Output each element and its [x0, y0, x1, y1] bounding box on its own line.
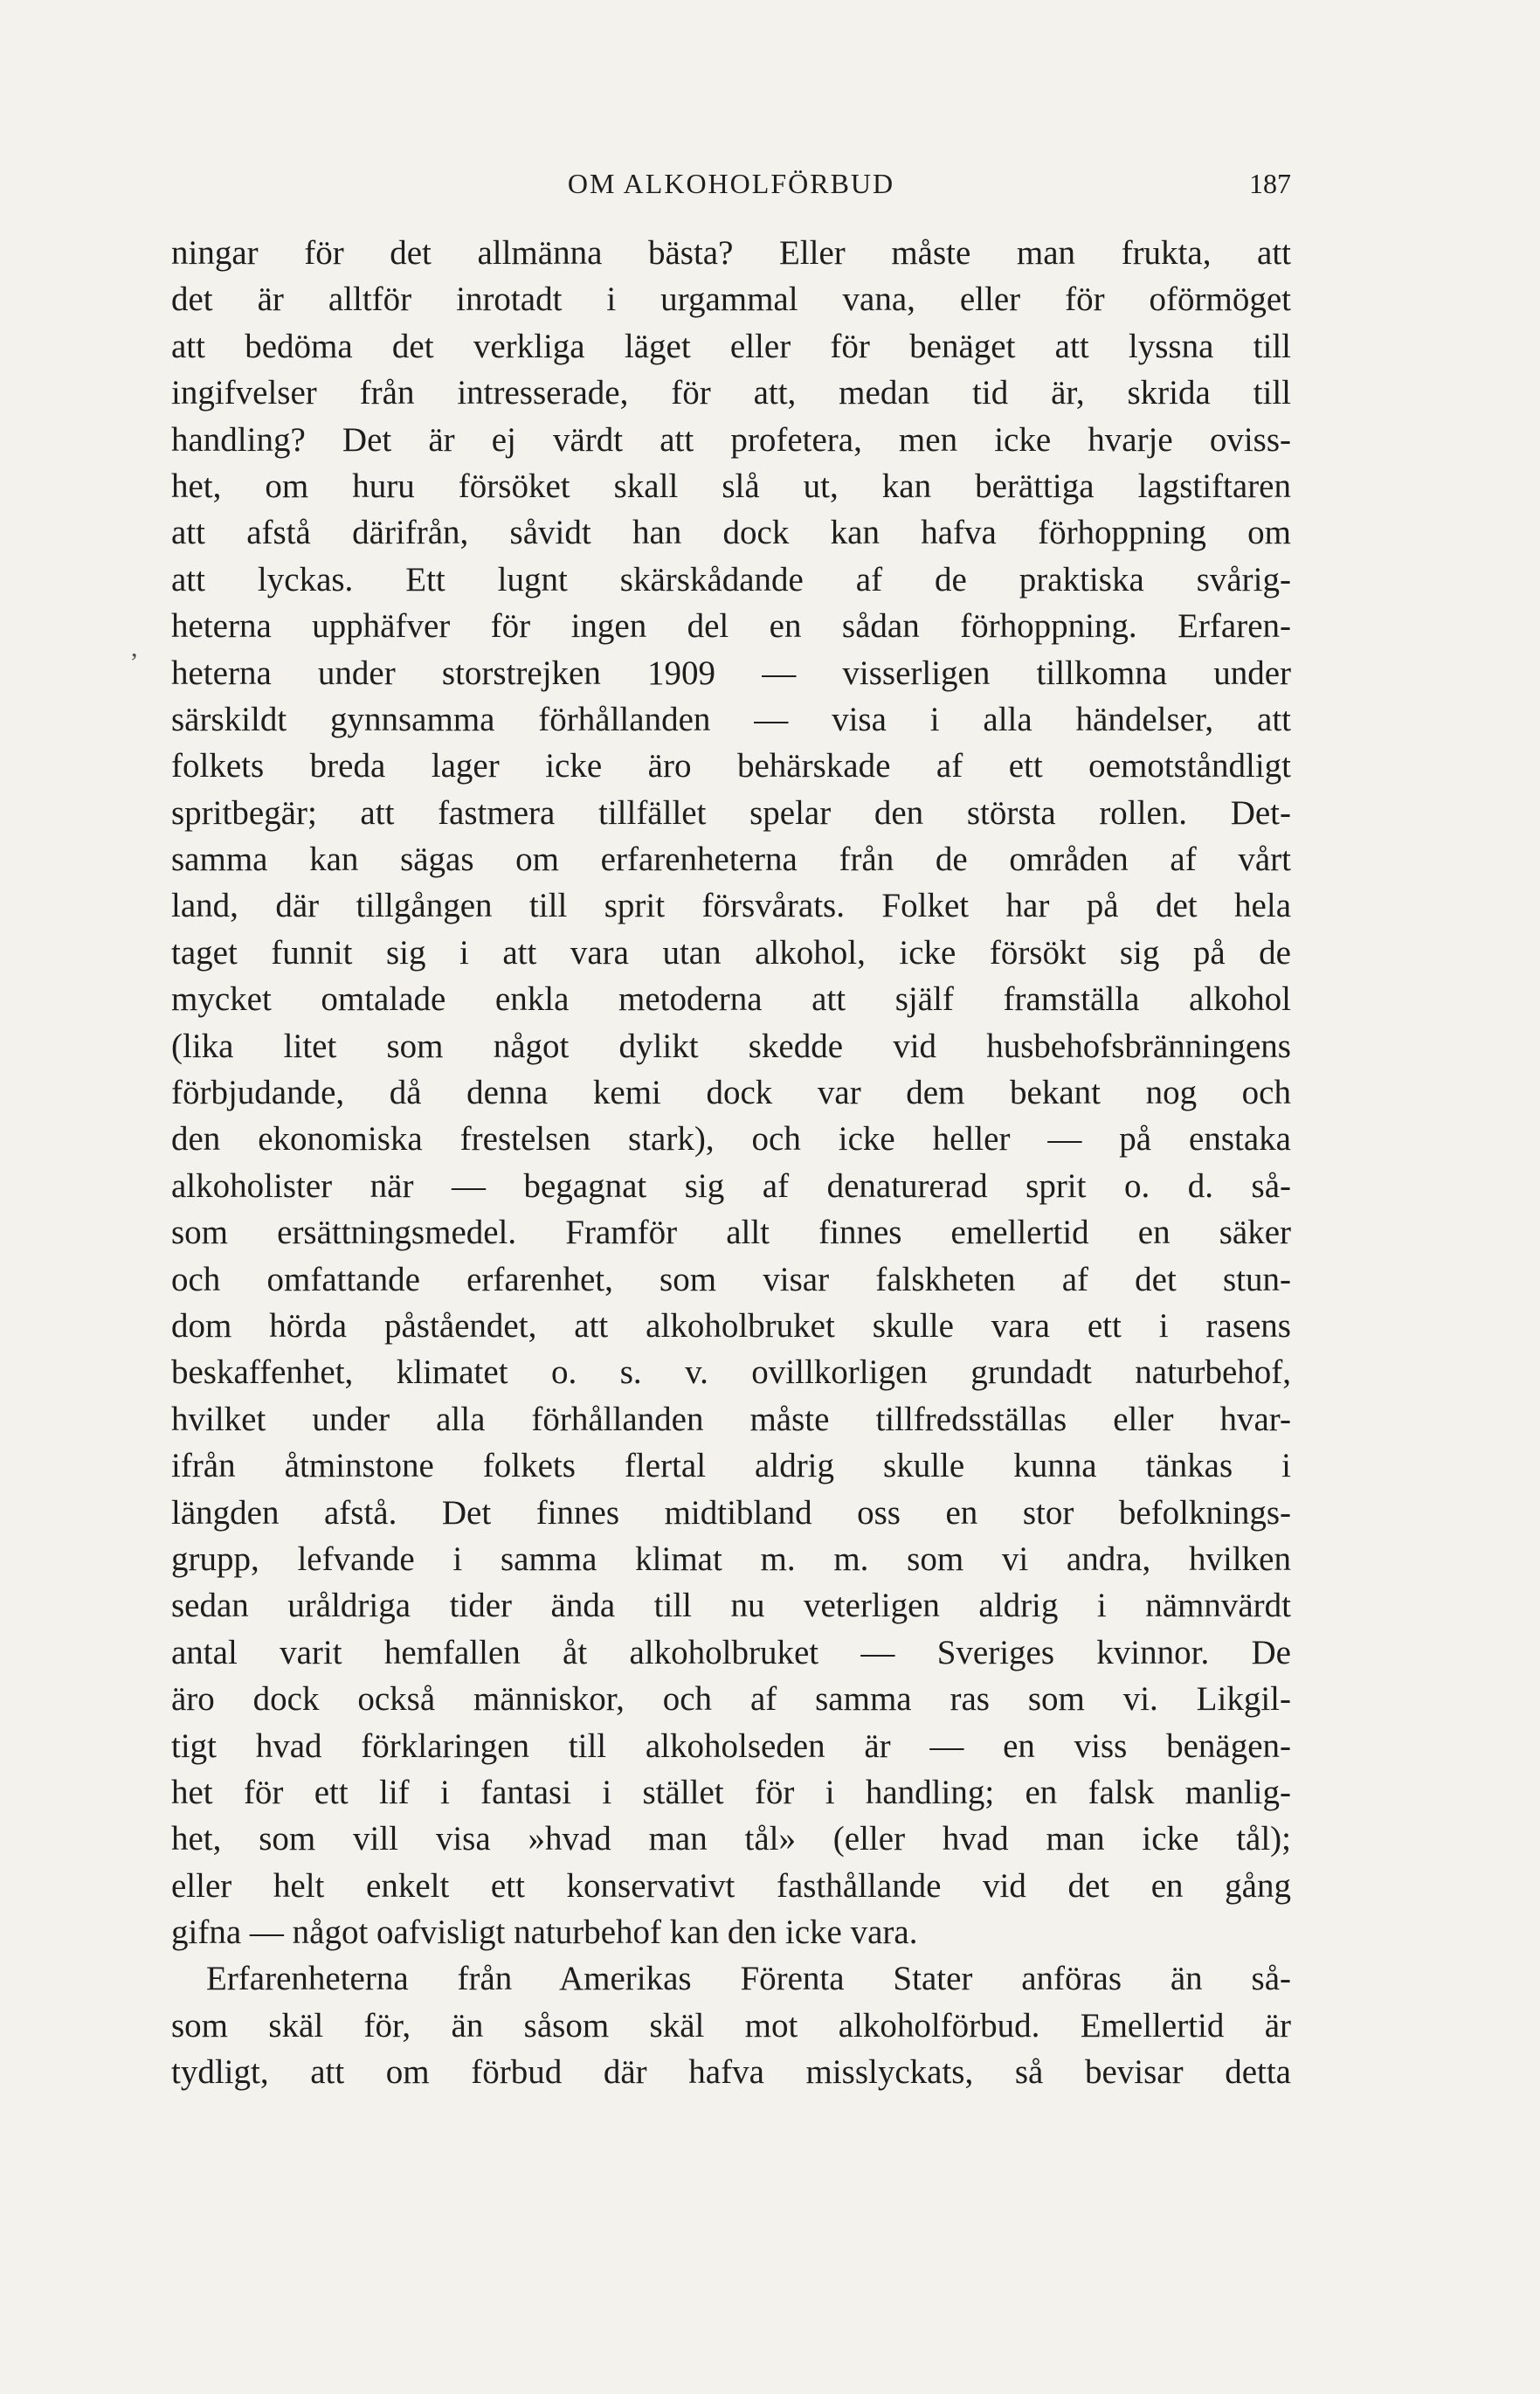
text-line: som ersättningsmedel. Framför allt finnes emellertid en säker [171, 1214, 1291, 1252]
text-line: gifna — något oafvisligt naturbehof kan den icke vara. [171, 1913, 918, 1952]
text-line: het, som vill visa »hvad man tål» (eller hvad man icke tål); [171, 1820, 1291, 1858]
text-line: (lika litet som något dylikt skedde vid husbehofsbränningens [171, 1027, 1291, 1065]
text-line: het för ett lif i fantasi i stället för i handling; en falsk manlig- [171, 1773, 1291, 1811]
text-line: land, där tillgången till sprit försvårats. Folket har på det hela [171, 887, 1291, 925]
text-line: äro dock också människor, och af samma ras som vi. Likgil- [171, 1680, 1291, 1719]
text-line: spritbegär; att fastmera tillfället spelar den största rollen. Det- [171, 793, 1291, 832]
text-line: ifrån åtminstone folkets flertal aldrig skulle kunna tänkas i [171, 1447, 1291, 1485]
text-line: den ekonomiska frestelsen stark), och icke heller — på enstaka [171, 1120, 1291, 1159]
text-line: ningar för det allmänna bästa? Eller måste man frukta, att [171, 234, 1291, 272]
text-line: mycket omtalade enkla metoderna att själf framställa alkohol [171, 980, 1291, 1019]
text-line: Erfarenheterna från Amerikas Förenta Stater anföras än så- [206, 1960, 1291, 1998]
text-line: grupp, lefvande i samma klimat m. m. som vi andra, hvilken [171, 1539, 1291, 1578]
text-line: särskildt gynnsamma förhållanden — visa i alla händelser, att [171, 700, 1291, 738]
text-line: folkets breda lager icke äro behärskade af ett oemotståndligt [171, 747, 1291, 785]
text-line: samma kan sägas om erfarenheterna från de områden af vårt [171, 841, 1291, 879]
text-line: och omfattande erfarenhet, som visar falskheten af det stun- [171, 1260, 1291, 1298]
text-line: ingifvelser från intresserade, för att, medan tid är, skrida till [171, 374, 1291, 412]
running-head [171, 164, 1291, 203]
running-title: OM ALKOHOLFÖRBUD [567, 168, 895, 199]
body-text [171, 230, 1291, 2096]
text-line: taget funnit sig i att vara utan alkohol, icke försökt sig på de [171, 933, 1291, 972]
text-line: antal varit hemfallen åt alkoholbruket — Sveriges kvinnor. De [171, 1633, 1291, 1671]
text-line: tigt hvad förklaringen till alkoholseden är — en viss benägen- [171, 1726, 1291, 1765]
text-line: det är alltför inrotadt i urgammal vana, eller för oförmöget [171, 280, 1291, 319]
text-line: att bedöma det verkliga läget eller för benäget att lyssna till [171, 327, 1291, 365]
text-line: eller helt enkelt ett konservativt fasthållande vid det en gång [171, 1866, 1291, 1905]
text-line: att afstå därifrån, såvidt han dock kan hafva förhoppning om [171, 514, 1291, 552]
text-line: dom hörda påståendet, att alkoholbruket skulle vara ett i rasens [171, 1306, 1291, 1345]
margin-mark: , [131, 633, 138, 662]
text-line: som skäl för, än såsom skäl mot alkoholförbud. Emellertid är [171, 2006, 1291, 2045]
text-line: heterna upphäfver för ingen del en sådan förhoppning. Erfaren- [171, 607, 1291, 646]
text-line: längden afstå. Det finnes midtibland oss en stor befolknings- [171, 1493, 1291, 1532]
text-line: handling? Det är ej värdt att profetera, men icke hvarje oviss- [171, 420, 1291, 459]
text-line: hvilket under alla förhållanden måste tillfredsställas eller hvar- [171, 1400, 1291, 1438]
text-line: att lyckas. Ett lugnt skärskådande af de praktiska svårig- [171, 560, 1291, 598]
page-number: 187 [1249, 168, 1291, 199]
text-line: alkoholister när — begagnat sig af denaturerad sprit o. d. så- [171, 1166, 1291, 1205]
text-line: heterna under storstrejken 1909 — visserligen tillkomna under [171, 654, 1291, 692]
text-line: beskaffenhet, klimatet o. s. v. ovillkorligen grundadt naturbehof, [171, 1353, 1291, 1392]
text-line: förbjudande, då denna kemi dock var dem bekant nog och [171, 1074, 1291, 1112]
text-line: sedan uråldriga tider ända till nu veterligen aldrig i nämnvärdt [171, 1587, 1291, 1625]
text-line: het, om huru försöket skall slå ut, kan berättiga lagstiftaren [171, 467, 1291, 505]
text-line: tydligt, att om förbud där hafva misslyckats, så bevisar detta [171, 2053, 1291, 2092]
